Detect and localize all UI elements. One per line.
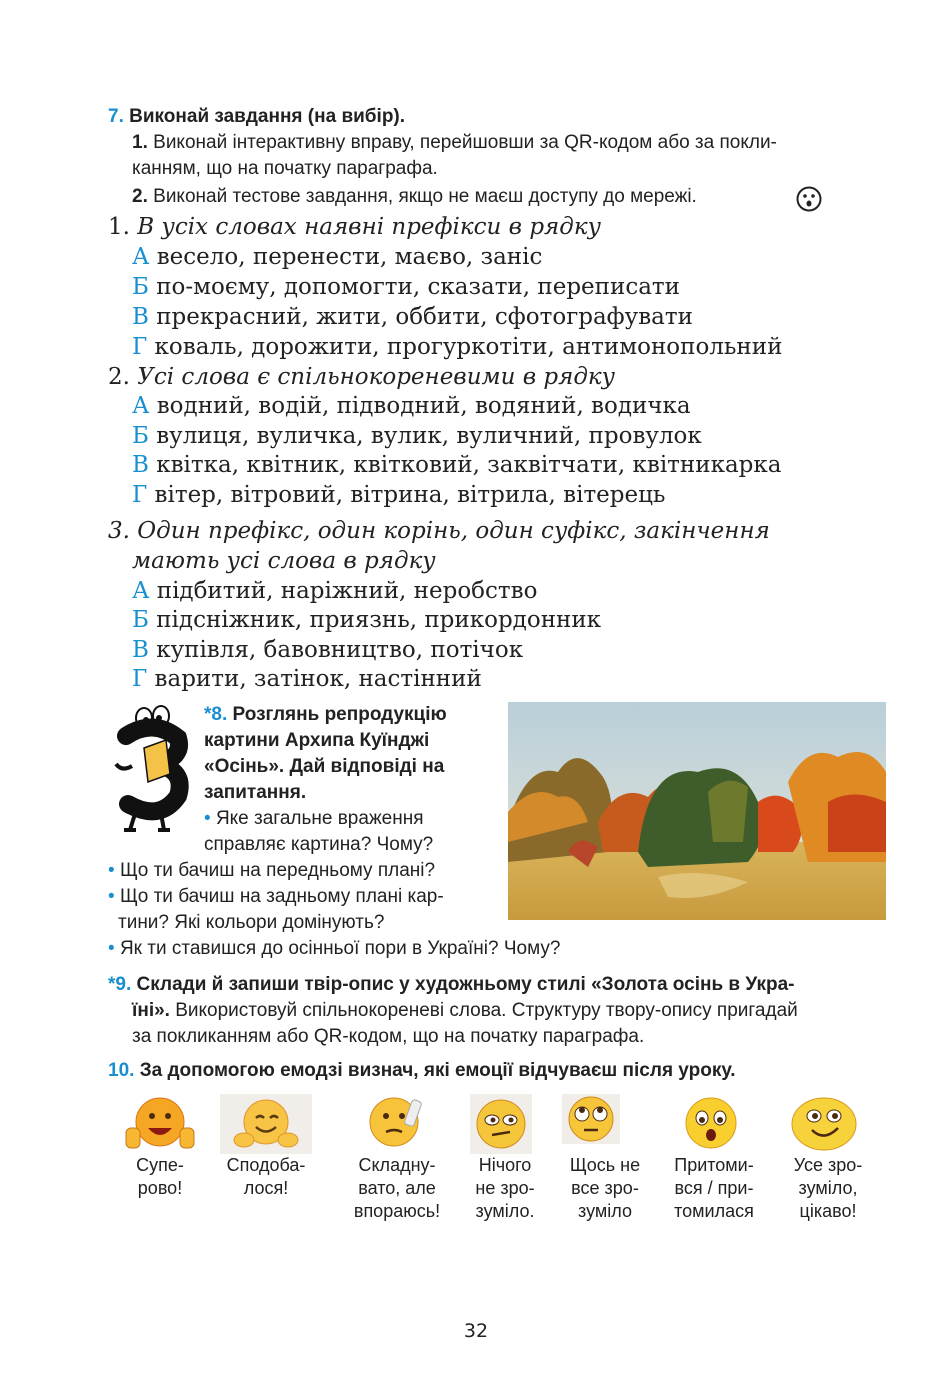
label-line: вато, але (358, 1178, 436, 1198)
emoji-label-super (110, 1154, 210, 1200)
task8-title-line4: запитання. (204, 782, 307, 803)
q1-option-a (132, 242, 542, 272)
tired-smiley-icon[interactable] (680, 1094, 742, 1154)
option-text: весело, перенести, маєво, заніс (156, 244, 543, 270)
page-number: 32 (463, 1320, 489, 1342)
label-line: лося! (243, 1178, 289, 1198)
emoji-label-liked (216, 1154, 316, 1200)
option-letter: А (132, 578, 150, 604)
q2-option-d (132, 480, 665, 510)
option-text: вулиця, вуличка, вулик, вуличний, провулок (156, 423, 702, 449)
task10-title: За допомогою емодзі визнач, які емоції відчуваєш після уроку. (139, 1060, 736, 1081)
label-line: Нічого (478, 1155, 532, 1175)
label-line: рово! (137, 1178, 183, 1198)
task7-heading (108, 104, 405, 130)
q2-option-c (132, 450, 781, 480)
emoji-label-difficult (342, 1154, 452, 1223)
task8-bullet2 (108, 858, 435, 884)
emoji-label-understood (778, 1154, 878, 1223)
label-line: Притоми- (674, 1155, 754, 1175)
q3-option-d (132, 664, 482, 694)
option-text: коваль, дорожити, прогуркотіти, антимонопольний (154, 334, 783, 360)
option-text: купівля, бавовництво, потічок (156, 637, 524, 663)
emoji-label-tired (664, 1154, 764, 1223)
rolling-eyes-smiley-icon[interactable] (562, 1094, 620, 1144)
task9-bold-text: Склади й запиши твір-опис у художньому стилі «Золота осінь в Укра- (136, 974, 795, 995)
bullet-icon: • (108, 938, 115, 959)
task8-bullet3-line1 (108, 884, 444, 910)
label-line: не зро- (475, 1178, 535, 1198)
task10-heading (108, 1058, 736, 1084)
hugging-smiley-icon[interactable] (220, 1094, 312, 1154)
label-line: Щось не (569, 1155, 641, 1175)
task8-bullet1-line1 (204, 806, 424, 832)
option-letter: Г (132, 334, 148, 360)
task7-item1-line2: канням, що на початку параграфа. (132, 158, 438, 179)
q1-heading (108, 212, 601, 242)
label-line: зуміло (578, 1201, 632, 1221)
q3-heading-line2: мають усі слова в рядку (132, 548, 436, 574)
option-letter: Г (132, 482, 148, 508)
q2-option-b (132, 421, 702, 451)
option-text: вітер, вітровий, вітрина, вітрила, вітерець (154, 482, 666, 508)
thumbs-up-smiley-icon[interactable] (124, 1094, 196, 1154)
task7-item2-text: Виконай тестове завдання, якщо не маєш доступу до мережі. (153, 186, 697, 207)
q1-question: В усіх словах наявні префікси в рядку (137, 214, 601, 240)
option-letter: А (132, 393, 150, 419)
option-letter: Б (132, 423, 149, 449)
bullet-text: Як ти ставишся до осінньої пори в Україні? Чому? (119, 938, 561, 959)
option-text: по-моєму, допомогти, сказати, переписати (156, 274, 680, 300)
task8-bullet4 (108, 936, 560, 962)
emoji-label-something (558, 1154, 652, 1223)
task9-line2 (132, 998, 798, 1024)
task7-item2 (132, 184, 697, 210)
q1-number: 1. (108, 214, 130, 240)
task8-bullet1-line2: справляє картина? Чому? (204, 834, 434, 855)
label-line: томилася (674, 1201, 754, 1221)
label-line: цікаво! (799, 1201, 857, 1221)
label-line: Супе- (136, 1155, 184, 1175)
label-line: все зро- (571, 1178, 639, 1198)
q3-option-a (132, 576, 537, 606)
option-letter: А (132, 244, 150, 270)
surprised-face-icon (796, 186, 822, 212)
task9-bold-text-end: їні». (132, 1000, 170, 1021)
task8-number: *8. (204, 704, 228, 725)
option-text: підсніжник, приязнь, прикордонник (156, 607, 602, 633)
option-text: варити, затінок, настінний (154, 666, 482, 692)
q3-heading-line1: 3. Один префікс, один корінь, один суфікс, закінчення (108, 518, 770, 544)
bullet-text: Що ти бачиш на передньому плані? (119, 860, 436, 881)
option-text: водний, водій, підводний, водяний, водичка (156, 393, 691, 419)
label-line: Усе зро- (793, 1155, 863, 1175)
label-line: впораюсь! (353, 1201, 441, 1221)
option-letter: Б (132, 274, 149, 300)
option-text: підбитий, наріжний, неробство (156, 578, 538, 604)
task8-bullet3-line2: тини? Які кольори домінують? (118, 912, 385, 933)
bullet-icon: • (204, 808, 211, 829)
option-letter: В (132, 637, 149, 663)
task7-title: Виконай завдання (на вибір). (129, 106, 406, 127)
task8-title-line3: «Осінь». Дай відповіді на (204, 756, 445, 777)
q2-heading (108, 362, 615, 392)
task9-line1 (108, 972, 795, 998)
bullet-text: Що ти бачиш на задньому плані кар- (119, 886, 444, 907)
q1-option-d (132, 332, 782, 362)
option-letter: В (132, 452, 149, 478)
task9-number: *9. (108, 974, 132, 995)
task7-item1-text: Виконай інтерактивну вправу, перейшовши за QR-кодом або за покли- (153, 132, 777, 153)
q3-option-c (132, 635, 523, 665)
q1-option-b (132, 272, 680, 302)
task7-item1-line1 (132, 130, 777, 156)
q2-question: Усі слова є спільнокореневими в рядку (137, 364, 615, 390)
task8-title-line2: картини Архипа Куїнджі (204, 730, 430, 751)
emoji-label-nothing (460, 1154, 550, 1223)
task9-line3: за покликанням або QR-кодом, що на початку параграфа. (132, 1026, 645, 1047)
label-line: зуміло. (475, 1201, 535, 1221)
option-letter: Б (132, 607, 149, 633)
autumn-painting-image (508, 702, 886, 920)
task10-number: 10. (108, 1060, 135, 1081)
bullet-icon: • (108, 860, 115, 881)
label-line: зуміло, (798, 1178, 858, 1198)
bullet-text: Яке загальне враження (215, 808, 424, 829)
option-letter: В (132, 304, 149, 330)
q1-option-c (132, 302, 693, 332)
option-letter: Г (132, 666, 148, 692)
task8-title-text: Розглянь репродукцію (232, 704, 447, 725)
task8-title-line1 (204, 702, 447, 728)
q3-option-b (132, 605, 601, 635)
q2-number: 2. (108, 364, 130, 390)
thinking-smiley-icon[interactable] (362, 1094, 428, 1154)
task7-item2-number: 2. (132, 186, 148, 207)
happy-smiley-icon[interactable] (788, 1094, 860, 1154)
label-line: вся / при- (674, 1178, 754, 1198)
option-text: квітка, квітник, квітковий, заквітчати, квітникарка (156, 452, 782, 478)
label-line: Складну- (358, 1155, 436, 1175)
confused-smiley-icon[interactable] (470, 1094, 532, 1154)
bullet-icon: • (108, 886, 115, 907)
label-line: Сподоба- (226, 1155, 306, 1175)
q2-option-a (132, 391, 691, 421)
task7-item1-number: 1. (132, 132, 148, 153)
mascot-three-character-icon (108, 700, 198, 835)
task7-number: 7. (108, 106, 124, 127)
task9-text: Використовуй спільнокореневі слова. Структуру твору-опису пригадай (169, 1000, 798, 1021)
option-text: прекрасний, жити, оббити, сфотографувати (156, 304, 693, 330)
